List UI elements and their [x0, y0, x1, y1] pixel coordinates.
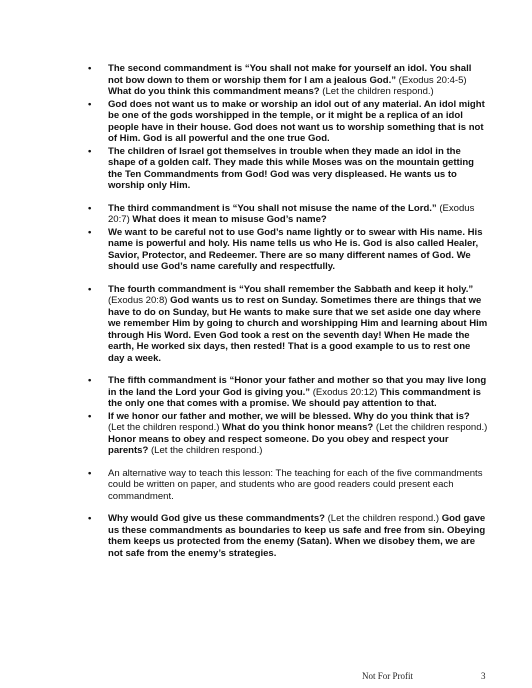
bullet-item: [86, 468, 488, 503]
bold-text: The fourth commandment is “You shall remember the Sabbath and keep it holy.”: [108, 283, 474, 295]
bullet-item: [86, 227, 488, 273]
bullet-icon: •: [88, 145, 92, 157]
plain-text: (Let the children respond.): [148, 445, 263, 456]
bullet-item: [86, 513, 488, 559]
bullet-item: [86, 203, 488, 226]
bullet-item: [86, 146, 488, 192]
page-number: 3: [481, 671, 486, 681]
plain-text: An alternative way to teach this lesson: The teaching for each of the five commandments could be written on paper, and students who are good readers could present each commandment.: [108, 467, 483, 502]
bold-text: This commandment is the only one that comes with a promise. We should pay attention to that.: [108, 386, 481, 409]
footer-label: Not For Profit: [362, 671, 414, 681]
bold-text: Honor means to obey and respect someone. Do you obey and respect your parents?: [108, 433, 449, 456]
plain-text: (Exodus 20:4-5): [396, 74, 467, 86]
page-footer: [362, 671, 490, 681]
plain-text: (Let the children respond.): [319, 86, 434, 97]
bullet-group: [86, 468, 488, 503]
bullet-icon: •: [88, 63, 92, 74]
bold-text: If we honor our father and mother, we will be blessed. Why do you think that is?: [108, 410, 470, 422]
bullet-icon: •: [88, 202, 92, 214]
bold-text: God does not want us to make or worship an idol out of any material. An idol might be one of the gods worshipped in the temple, or it might be a replica of an idol people have in their house. God does not want us to worship something that is not of Him. God is all powerful and the one true God.: [108, 98, 485, 144]
bullet-group: [86, 63, 488, 192]
bullet-icon: •: [88, 467, 92, 479]
bullet-item: [86, 284, 488, 365]
bullet-group: [86, 375, 488, 457]
lesson-content: [86, 63, 488, 570]
bullet-group: [86, 284, 488, 365]
bullet-icon: •: [88, 98, 92, 110]
plain-text: (Let the children respond.): [108, 422, 223, 433]
plain-text: (Let the children respond.): [373, 422, 488, 433]
plain-text: (Exodus 20:12): [310, 386, 381, 398]
bold-text: What does it mean to misuse God’s name?: [132, 214, 327, 225]
bold-text: The fifth commandment is “Honor your father and mother so that you may live long in the land the Lord your God is giving you.”: [108, 375, 487, 398]
plain-text: (Exodus 20:7): [108, 202, 475, 225]
plain-text: (Exodus 20:8): [108, 295, 171, 306]
bold-text: The children of Israel got themselves in trouble when they made an idol in the shape of a golden calf. They made this while Moses was on the mountain getting the Ten Commandments from God! God was very displeased. He wants us to worship only Him.: [108, 145, 475, 191]
bullet-item: [86, 375, 488, 410]
bullet-icon: •: [88, 410, 92, 422]
bullet-icon: •: [88, 283, 92, 295]
bullet-group: [86, 513, 488, 559]
bold-text: The second commandment is “You shall not make for yourself an idol. You shall not bow down to them or worship them for I am a jealous God.”: [108, 63, 472, 86]
bold-text: What do you think honor means?: [222, 422, 374, 433]
bullet-icon: •: [88, 375, 92, 386]
bold-text: We want to be careful not to use God’s name lightly or to swear with His name. His name is powerful and holy. His name tells us who He is. God is also called Healer, Savior, Protector, and Redeemer. There are so many different names of God. We should use God’s name carefully and respectfully.: [108, 226, 483, 272]
plain-text: (Let the children respond.): [324, 513, 442, 524]
bullet-icon: •: [88, 226, 92, 238]
bullet-item: [86, 411, 488, 457]
bullet-item: [86, 63, 488, 98]
bullet-item: [86, 99, 488, 145]
bold-text: The third commandment is “You shall not misuse the name of the Lord.”: [108, 202, 437, 214]
bold-text: God wants us to rest on Sunday. Sometimes there are things that we have to do on Sunday, but He wants to make sure that we set aside one day where we remember Him by going to church and worshipping Him and learning about Him through His Word. Even God took a rest on the seventh day! When He made the earth, He worked six days, then rested! That is a good example to us to rest one day a week.: [108, 295, 488, 364]
bullet-icon: •: [88, 513, 92, 524]
bold-text: What do you think this commandment means?: [108, 86, 320, 97]
bold-text: Why would God give us these commandments?: [108, 513, 325, 524]
bullet-group: [86, 203, 488, 273]
bold-text: God gave us these commandments as boundaries to keep us safe and free from sin. Obeying them keeps us protected from the enemy (Satan). When we disobey them, we are not safe from the enemy’s strategies.: [108, 513, 486, 559]
